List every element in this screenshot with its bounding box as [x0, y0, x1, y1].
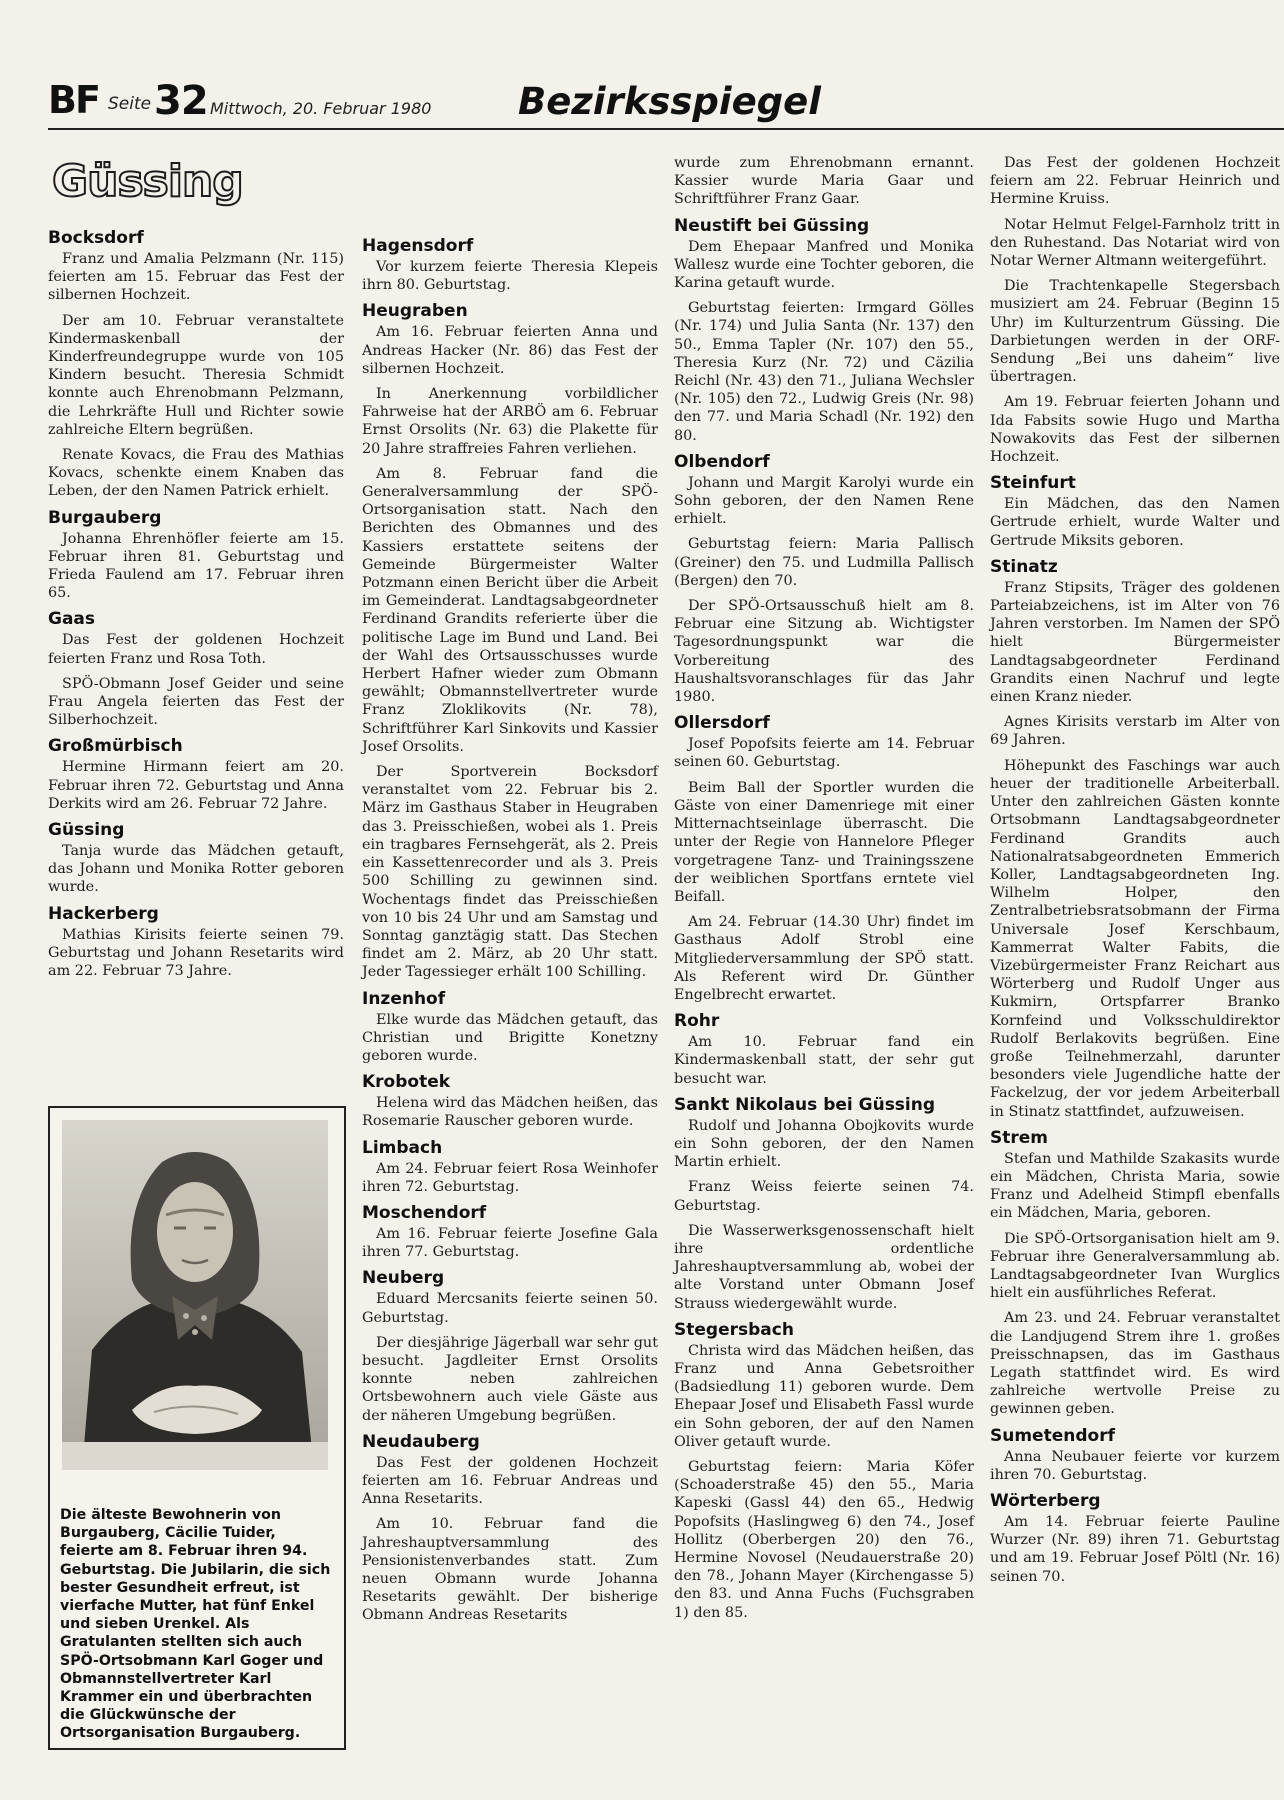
heading-gussing: Güssing — [48, 820, 125, 841]
article-paragraph: SPÖ-Obmann Josef Geider und seine Frau Angela feierten das Fest der Silberhochzeit. — [48, 675, 344, 729]
article-paragraph: Geburtstag feiern: Maria Köfer (Schoaderstraße 45) den 55., Maria Kapeski (Gassl 44) den 65., Hedwig Popofsits (Haslingweg 6) den 74., Josef Hollitz (Oberbergen 20) den 76., Hermine Novosel (Neudauerstraße 20) den 78., Johann Mayer (Kirchengasse 5) den 83. und Anna Fuchs (Fuchsgraben 1) den 85. — [674, 1458, 974, 1621]
page-label: Seite — [108, 94, 152, 114]
article-paragraph: Franz Stipsits, Träger des goldenen Parteiabzeichens, ist im Alter von 76 Jahren verstorben. Im Namen der SPÖ hielt Bürgermeister Landtagsabgeordneter Ferdinand Grandits einen Nachruf und legte einen Kranz nieder. — [990, 579, 1280, 706]
article-paragraph: Anna Neubauer feierte vor kurzem ihren 70. Geburtstag. — [990, 1448, 1280, 1483]
column-3 — [674, 154, 974, 1629]
article-paragraph: Am 10. Februar fand die Jahreshauptversammlung des Pensionistenverbandes statt. Zum neuen Obmann wurde Johanna Resetarits gewählt. Der bisherige Obmann Andreas Resetarits — [362, 1516, 658, 1624]
heading-stegersbach: Stegersbach — [674, 1319, 794, 1340]
article-paragraph: Am 14. Februar feierte Pauline Wurzer (Nr. 89) ihren 71. Geburtstag und am 19. Februar Josef Pöltl (Nr. 16) seinen 70. — [990, 1514, 1280, 1585]
heading-neustift-bei-gussing: Neustift bei Güssing — [674, 215, 870, 236]
heading-ollersdorf: Ollersdorf — [674, 713, 770, 734]
article-paragraph: Vor kurzem feierte Theresia Klepeis ihrn 80. Geburtstag. — [362, 259, 658, 294]
article-paragraph: Tanja wurde das Mädchen getauft, das Johann und Monika Rotter geboren wurde. — [48, 843, 344, 896]
section-title: Bezirksspiegel — [518, 80, 821, 123]
article-paragraph: Der Sportverein Bocksdorf veranstaltet vom 22. Februar bis 2. März im Gasthaus Staber in Heugraben das 3. Preisschießen, wobei als 1. Preis ein tragbares Fernsehgerät, als 2. Preis ein Kassettenrecorder und als 3. Preis 500 Schilling zu gewinnen sind. Wochentags findet das Preisschießen von 10 bis 24 Uhr und am Samstag und Sonntag ganztägig statt. Das Stechen findet am 2. März, ab 20 Uhr statt. Jeder Tagessieger erhält 100 Schilling. — [362, 764, 658, 981]
article-paragraph: Am 16. Februar feierten Anna und Andreas Hacker (Nr. 86) das Fest der silbernen Hochzeit. — [362, 324, 658, 377]
heading-neuberg: Neuberg — [362, 1268, 445, 1289]
article-paragraph: Am 19. Februar feierten Johann und Ida Fabsits sowie Hugo und Martha Nowakovits das Fest der silbernen Hochzeit. — [990, 394, 1280, 466]
article-paragraph: Am 24. Februar feiert Rosa Weinhofer ihren 72. Geburtstag. — [362, 1160, 658, 1195]
heading-limbach: Limbach — [362, 1137, 443, 1158]
article-paragraph: Renate Kovacs, die Frau des Mathias Kovacs, schenkte einem Knaben das Leben, der den Namen Patrick erhielt. — [48, 447, 344, 500]
article-paragraph: Das Fest der goldenen Hochzeit feierten Franz und Rosa Toth. — [48, 632, 344, 667]
article-paragraph: Helena wird das Mädchen heißen, das Rosemarie Rauscher geboren wurde. — [362, 1095, 658, 1130]
heading-hackerberg: Hackerberg — [48, 903, 159, 924]
article-paragraph: Höhepunkt des Faschings war auch heuer der traditionelle Arbeiterball. Unter den zahlreichen Gästen konnte Ortsobmann Landtagsabgeordneter Ferdinand Grandits auch Nationalratsabgeordneten Emmerich Koller, Landtagsabgeordneten Ing. Wilhelm Holper, den Zentralbetriebsratsobmann der Firma Universale Josef Kerschbaum, Kammerrat Walter Fabits, die Vizebürgermeister Franz Reichart aus Wörterberg und Rudolf Unger aus Kukmirn, Ortspfarrer Branko Kornfeind und Volksschuldirektor Rudolf Berlakovits begrüßen. Eine große Teilnehmerzahl, darunter besonders viele Jugendliche hatte der Fackelzug, der vor jedem Arbeiterball in Stinatz stattfindet, aufzuweisen. — [990, 757, 1280, 1120]
district-logo: Güssing — [52, 156, 243, 207]
heading-steinfurt: Steinfurt — [990, 473, 1076, 494]
column-4 — [990, 154, 1280, 1593]
article-paragraph: Christa wird das Mädchen heißen, das Franz und Anna Gebetsroither (Badsiedlung 11) geboren wurde. Dem Ehepaar Josef und Elisabeth Fassl wurde ein Sohn geboren, der auf den Namen Oliver getauft wurde. — [674, 1342, 974, 1450]
article-paragraph: Das Fest der goldenen Hochzeit feiern am 22. Februar Heinrich und Hermine Kruiss. — [990, 155, 1280, 208]
article-paragraph: Geburtstag feiern: Maria Pallisch (Greiner) den 75. und Ludmilla Pallisch (Bergen) den 70. — [674, 536, 974, 589]
article-paragraph: Ein Mädchen, das den Namen Gertrude erhielt, wurde Walter und Gertrude Miksits geboren. — [990, 496, 1280, 549]
article-paragraph: Agnes Kirisits verstarb im Alter von 69 Jahren. — [990, 714, 1280, 749]
article-paragraph: wurde zum Ehrenobmann ernannt. Kassier wurde Maria Gaar und Schriftführer Franz Gaar. — [674, 155, 974, 208]
heading-stinatz: Stinatz — [990, 556, 1058, 577]
article-paragraph: Stefan und Mathilde Szakasits wurde ein Mädchen, Christa Maria, sowie Franz und Adelheid Stimpfl ebenfalls ein Mädchen, Maria, geboren. — [990, 1150, 1280, 1222]
article-paragraph: Franz und Amalia Pelzmann (Nr. 115) feierten am 15. Februar das Fest der silbernen Hochzeit. — [48, 251, 344, 304]
heading-olbendorf: Olbendorf — [674, 451, 770, 472]
issue-date: Mittwoch, 20. Februar 1980 — [210, 99, 432, 118]
article-paragraph: Die SPÖ-Ortsorganisation hielt am 9. Februar ihre Generalversammlung ab. Landtagsabgeordneter Ivan Wurglics hielt ein ausführliches Referat. — [990, 1230, 1280, 1302]
heading-krobotek: Krobotek — [362, 1072, 451, 1093]
portrait-illustration — [62, 1120, 328, 1470]
article-paragraph: Notar Helmut Felgel-Farnholz tritt in den Ruhestand. Das Notariat wird von Notar Werner Altmann weitergeführt. — [990, 216, 1280, 270]
article-paragraph: Am 8. Februar fand die Generalversammlung der SPÖ-Ortsorganisation statt. Nach den Berichten des Obmannes und des Kassiers erstattete seitens der Gemeinde Bürgermeister Walter Potzmann einen Bericht über die Arbeit im Gemeinderat. Landtagsabgeordneter Ferdinand Grandits referierte über die politische Lage im Bund und Land. Bei der Wahl des Ortsausschusses wurde Herbert Hafner wieder zum Obmann gewählt; Obmannstellvertreter wurde Franz Zloklikovits (Nr. 78), Schriftführer Karl Sinkovits und Kassier Josef Orsolits. — [362, 465, 658, 755]
page-number: 32 — [154, 78, 208, 124]
heading-heugraben: Heugraben — [362, 301, 468, 322]
heading-grossmurbisch: Großmürbisch — [48, 736, 183, 757]
article-paragraph: Mathias Kirisits feierte seinen 79. Geburtstag und Johann Resetarits wird am 22. Februar 73 Jahre. — [48, 926, 344, 980]
article-paragraph: Dem Ehepaar Manfred und Monika Wallesz wurde eine Tochter geboren, die Karina getauft wurde. — [674, 238, 974, 292]
article-paragraph: Am 24. Februar (14.30 Uhr) findet im Gasthaus Adolf Strobl eine Mitgliederversammlung der SPÖ statt. Als Referent wird Dr. Günther Engelbrecht erwartet. — [674, 914, 974, 1003]
portrait-photo — [62, 1120, 328, 1470]
article-paragraph: Josef Popofsits feierte am 14. Februar seinen 60. Geburtstag. — [674, 736, 974, 771]
heading-sankt-nikolaus-bei-gussing: Sankt Nikolaus bei Güssing — [674, 1094, 936, 1115]
article-paragraph: Hermine Hirmann feiert am 20. Februar ihren 72. Geburtstag und Anna Derkits wird am 26. Februar 72 Jahre. — [48, 759, 344, 812]
article-paragraph: Die Wasserwerksgenossenschaft hielt ihre ordentliche Jahreshauptversammlung ab, wobei der alte Vorstand unter Obmann Josef Strauss wiedergewählt wurde. — [674, 1222, 974, 1312]
article-paragraph: Der diesjährige Jägerball war sehr gut besucht. Jagdleiter Ernst Orsolits konnte neben zahlreichen Ortsbewohnern auch viele Gäste aus der näheren Umgebung begrüßen. — [362, 1334, 658, 1424]
heading-gaas: Gaas — [48, 609, 96, 630]
heading-inzenhof: Inzenhof — [362, 988, 446, 1009]
article-paragraph: Franz Weiss feierte seinen 74. Geburtstag. — [674, 1179, 974, 1214]
photo-box — [48, 1106, 346, 1750]
heading-strem: Strem — [990, 1127, 1048, 1148]
article-paragraph: Das Fest der goldenen Hochzeit feierten am 16. Februar Andreas und Anna Resetarits. — [362, 1454, 658, 1508]
article-paragraph: Am 16. Februar feierte Josefine Gala ihren 77. Geburtstag. — [362, 1225, 658, 1261]
brand-logo: BF — [48, 78, 99, 122]
heading-sumetendorf: Sumetendorf — [990, 1425, 1115, 1446]
article-paragraph: Am 10. Februar fand ein Kindermaskenball statt, der sehr gut besucht war. — [674, 1034, 974, 1087]
article-paragraph: Der am 10. Februar veranstaltete Kindermaskenball der Kinderfreundegruppe wurde von 105 Kindern besucht. Theresia Schmidt konnte auch Ehrenobmann Pelzmann, die Lehrkräfte Hull und Richter sowie zahlreiche Eltern begrüßen. — [48, 312, 344, 438]
article-paragraph: Am 23. und 24. Februar veranstaltet die Landjugend Strem ihre 1. großes Preisschnapsen, das im Gasthaus Legath stattfindet wird. Es wird zahlreiche wertvolle Preise zu gewinnen geben. — [990, 1310, 1280, 1418]
article-paragraph: Der SPÖ-Ortsausschuß hielt am 8. Februar eine Sitzung ab. Wichtigster Tagesordnungspunkt war die Vorbereitung des Haushaltsvoranschlages für das Jahr 1980. — [674, 598, 974, 706]
article-paragraph: Rudolf und Johanna Obojkovits wurde ein Sohn geboren, der den Namen Martin erhielt. — [674, 1117, 974, 1171]
article-paragraph: Elke wurde das Mädchen getauft, das Christian und Brigitte Konetzny geboren wurde. — [362, 1011, 658, 1064]
photo-caption: Die älteste Bewohnerin von Burgauberg, Cäcilie Tuider, feierte am 8. Februar ihren 94. Geburtstag. Die Jubilarin, die sich bester Gesundheit erfreut, ist vierfache Mutter, hat fünf Enkel und sieben Urenkel. Als Gratulanten stellten sich auch SPÖ-Ortsobmann Karl Goger und Obmannstellvertreter Karl Krammer ein und überbrachten die Glückwünsche der Ortsorganisation Burgauberg. — [60, 1507, 331, 1742]
header-rule — [48, 128, 1284, 130]
masthead — [48, 78, 1284, 128]
article-paragraph: Geburtstag feierten: Irmgard Gölles (Nr. 174) und Julia Santa (Nr. 137) den 50., Emma Tapler (Nr. 107) den 55., Theresia Kurz (Nr. 72) und Cäzilia Reichl (Nr. 43) den 71., Juliana Wechsler (Nr. 105) den 72., Ludwig Greis (Nr. 98) den 77. und Maria Schadl (Nr. 192) den 80. — [674, 300, 974, 444]
heading-burgauberg: Burgauberg — [48, 507, 162, 528]
article-paragraph: Johann und Margit Karolyi wurde ein Sohn geboren, der den Namen Rene erhielt. — [674, 474, 974, 528]
article-paragraph: Eduard Mercsanits feierte seinen 50. Geburtstag. — [362, 1291, 658, 1326]
column-1 — [48, 228, 344, 987]
article-paragraph: Die Trachtenkapelle Stegersbach musiziert am 24. Februar (Beginn 15 Uhr) im Kulturzentrum Güssing. Die Darbietungen werden in der ORF-Sendung „Bei uns daheim“ live übertragen. — [990, 278, 1280, 386]
article-paragraph: Beim Ball der Sportler wurden die Gäste von einer Damenriege mit einer Mitternachtseinlage überrascht. Die unter der Regie von Hannelore Pfleger vorgetragene Tanz- und Trainingsszene der weiblichen Sportfans erntete viel Beifall. — [674, 779, 974, 905]
heading-neudauberg: Neudauberg — [362, 1431, 480, 1452]
heading-hagensdorf: Hagensdorf — [362, 236, 474, 256]
column-2 — [362, 236, 658, 1632]
heading-rohr: Rohr — [674, 1011, 720, 1032]
article-paragraph: In Anerkennung vorbildlicher Fahrweise hat der ARBÖ am 6. Februar Ernst Orsolits (Nr. 63) die Plakette für 20 Jahre straffreies Fahren verliehen. — [362, 386, 658, 457]
heading-worterberg: Wörterberg — [990, 1491, 1101, 1511]
article-paragraph: Johanna Ehrenhöfler feierte am 15. Februar ihren 81. Geburtstag und Frieda Faulend am 17. Februar ihren 65. — [48, 530, 344, 602]
heading-bocksdorf: Bocksdorf — [48, 228, 144, 248]
heading-moschendorf: Moschendorf — [362, 1202, 487, 1223]
